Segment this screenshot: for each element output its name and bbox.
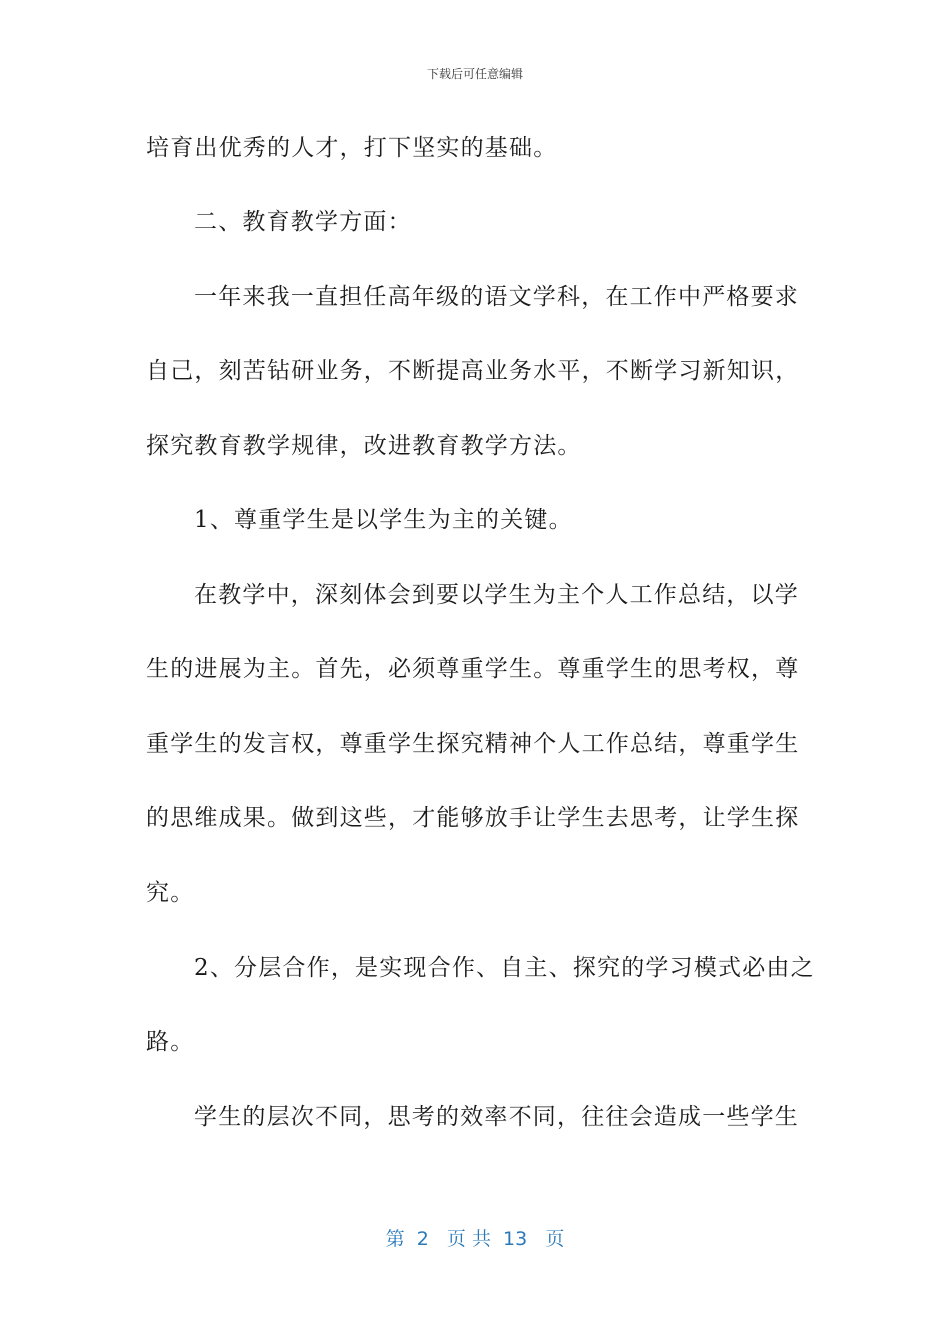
body-line-3: 一年来我一直担任高年级的语文学科，在工作中严格要求	[194, 284, 799, 310]
body-line-10: 的思维成果。做到这些，才能够放手让学生去思考，让学生探	[146, 805, 800, 831]
body-line-9: 重学生的发言权，尊重学生探究精神个人工作总结，尊重学生	[146, 731, 800, 757]
page-number-footer: 第 2 页 共 13 页	[385, 1228, 565, 1250]
body-line-11: 究。	[146, 880, 195, 906]
body-line-1: 培育出优秀的人才，打下坚实的基础。	[146, 135, 558, 161]
body-line-8: 生的进展为主。首先，必须尊重学生。尊重学生的思考权，尊	[146, 656, 800, 682]
subheading-2: 2、分层合作，是实现合作、自主、探究的学习模式必由之	[194, 955, 815, 981]
body-line-7: 在教学中，深刻体会到要以学生为主个人工作总结，以学	[194, 582, 799, 608]
page-header: 下载后可任意编辑	[426, 67, 523, 81]
subheading-1: 1、尊重学生是以学生为主的关键。	[194, 507, 573, 533]
body-line-5: 探究教育教学规律，改进教育教学方法。	[146, 433, 582, 459]
body-line-14: 学生的层次不同，思考的效率不同，往往会造成一些学生	[194, 1104, 799, 1130]
body-line-13: 路。	[146, 1029, 195, 1055]
section-heading-teaching: 二、教育教学方面：	[194, 209, 412, 235]
body-line-4: 自己，刻苦钻研业务，不断提高业务水平，不断学习新知识，	[146, 358, 800, 384]
